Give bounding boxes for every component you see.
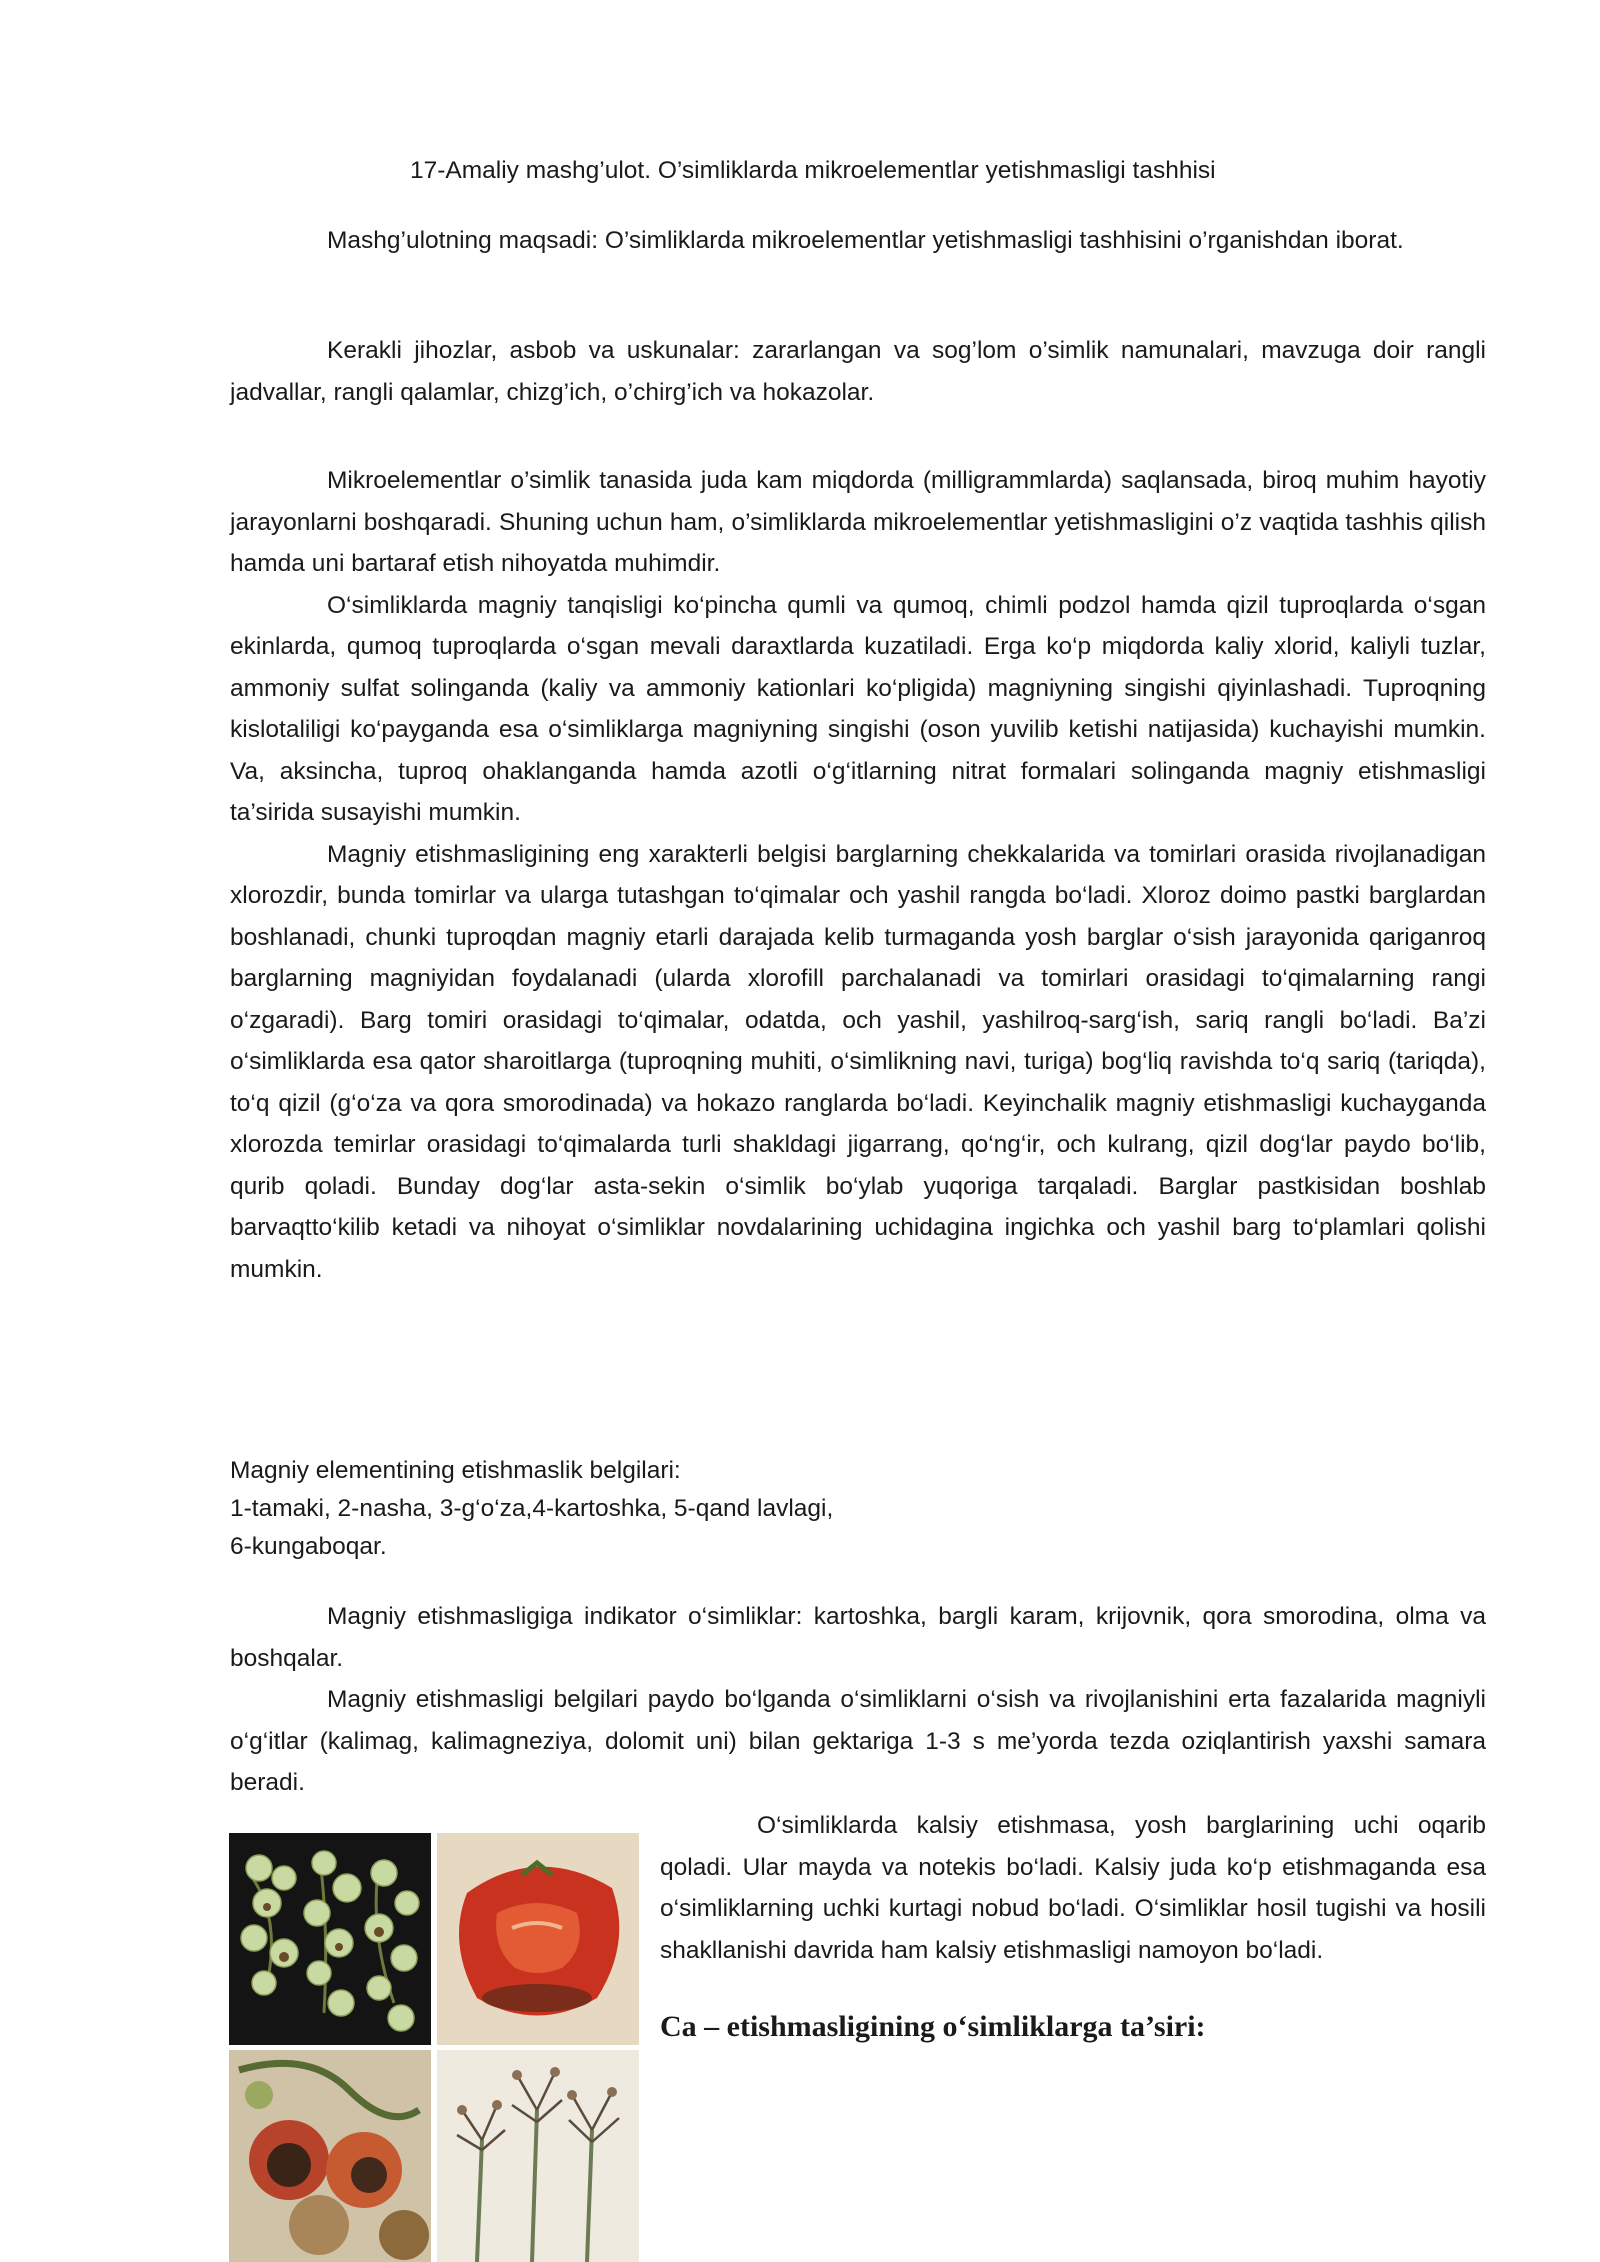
calcium-text: O‘simliklarda kalsiy etishmasa, yosh barglarining uchi oqarib qoladi. Ular mayda va notekis bo‘ladi. Kalsiy juda ko‘p etishmaganda esa o‘simliklarning uchki kurtagi nobud bo‘ladi. O‘simliklar hosil tugishi va hosili shakllanishi davrida ham kalsiy etishmasligi namoyon bo‘ladi. [660,1812,1486,1964]
calcium-heading: Ca – etishmasligining o‘simliklarga ta’siri: [660,2010,1206,2043]
calcium-paragraph [660,1805,1486,1971]
tomato-fruit-photo [437,1833,639,2045]
remedy-paragraph: Magniy etishmasligi belgilari paydo bo‘lganda o‘simliklarni o‘sish va rivojlanishini erta fazalarida magniyli o‘g‘itlar (kalimag, kalimagneziya, dolomit uni) bilan gektariga 1-3 s me’yorda tezda oziqlantirish yaxshi samara beradi. [230,1686,1486,1796]
paragraph-magnesium-symptoms: Magniy etishmasligining eng xarakterli belgisi barglarning chekkalarida va tomirlari orasida rivojlanadigan xlorozdir, bunda tomirlar va ularga tutashgan to‘qimalar och yashil rangda bo‘ladi. Xloroz doimo pastki barglardan boshlanadi, chunki tuproqdan magniy etarli darajada kelib turmaganda yosh barglar o‘sish jarayonida qariganroq barglarning magniyidan foydalanadi (ularda xlorofill parchalanadi va tomirlari orasidagi to‘qimalarning rangi o‘zgaradi). Barg tomiri orasidagi to‘qimalar, odatda, och yashil, yashilroq-sarg‘ish, sariq rangli bo‘ladi. Ba’zi o‘simliklarda esa qator sharoitlarga (tuproqning muhiti, o‘simlikning navi, turiga) bog‘liq ravishda to‘q sariq (tariqda), to‘q qizil (g‘o‘za va qora smorodinada) va hokazo ranglarda bo‘ladi. Keyinchalik magniy etishmasligi kuchayganda xlorozda temirlar orasidagi to‘qimalarda turli shakldagi jigarrang, qo‘ng‘ir, och kulrang, qizil dog‘lar paydo bo‘lib, qurib qoladi. Bunday dog‘lar asta-sekin o‘simlik bo‘ylab yuqoriga tarqaladi. Barglar pastkisidan boshlab barvaqtto‘kilib ketadi va nihoyat o‘simliklar novdalarining uchidagina ingichka och yashil barg to‘plamlari qolishi mumkin. [230,840,1486,1283]
damaged-fruits-photo [229,2050,431,2262]
dried-shoots-photo [437,2050,639,2262]
dried-shoots-image [437,2050,639,2262]
paragraph-magnesium-deficiency: O‘simliklarda magniy tanqisligi ko‘pincha qumli va qumoq, chimli podzol hamda qizil tuproqlarda o‘sgan ekinlarda, qumoq tuproqlarda o‘sgan mevali daraxtlarda kuzatiladi. Erga ko‘p miqdorda kaliy xlorid, kaliyli tuzlar, ammoniy sulfat solinganda (kaliy va ammoniy kationlari ko‘pligida) magniyning singishi qiyinlashadi. Tuproqning kislotaliligi ko‘payganda esa o‘simliklarga magniyning singishi (oson yuvilib ketishi natijasida) kuchayishi mumkin. Va, aksincha, tuproq ohaklanganda hamda azotli o‘g‘itlarning nitrat formalari solinganda magniy etishmasligi ta’sirida susayishi mumkin. [230,591,1486,826]
purpose-paragraph [230,220,1486,262]
main-text [230,460,1486,1290]
figure-caption [230,1452,1486,1566]
tomato-cluster-image [229,1833,431,2045]
page-title: 17-Amaliy mashg’ulot. O’simliklarda mikroelementlar yetishmasligi tashhisi [410,157,1216,184]
indicator-paragraph: Magniy etishmasligiga indikator o‘simliklar: kartoshka, bargli karam, krijovnik, qora smorodina, olma va boshqalar. [230,1603,1486,1672]
tomato-cluster-photo [229,1833,431,2045]
damaged-fruits-image [229,2050,431,2262]
equipment-text: Kerakli jihozlar, asbob va uskunalar: zararlangan va sog’lom o’simlik namunalari, mavzuga doir rangli jadvallar, rangli qalamlar, chizg’ich, o’chirg’ich va hokazolar. [230,337,1486,406]
caption-line-3: 6-kungaboqar. [230,1533,387,1560]
equipment-paragraph [230,330,1486,413]
purpose-text: Mashg’ulotning maqsadi: O’simliklarda mikroelementlar yetishmasligi tashhisini o’rganishdan iborat. [327,227,1404,254]
indicator-remedy-text [230,1596,1486,1804]
caption-line-2: 1-tamaki, 2-nasha, 3-g‘o‘za,4-kartoshka, 5-qand lavlagi, [230,1495,834,1522]
paragraph-microelements: Mikroelementlar o’simlik tanasida juda kam miqdorda (milligrammlarda) saqlansada, biroq muhim hayotiy jarayonlarni boshqaradi. Shuning uchun ham, o’simliklarda mikroelementlar yetishmasligini o’z vaqtida tashhis qilish hamda uni bartaraf etish nihoyatda muhimdir. [230,467,1486,577]
tomato-fruit-image [437,1833,639,2045]
caption-line-1: Magniy elementining etishmaslik belgilari: [230,1457,681,1484]
